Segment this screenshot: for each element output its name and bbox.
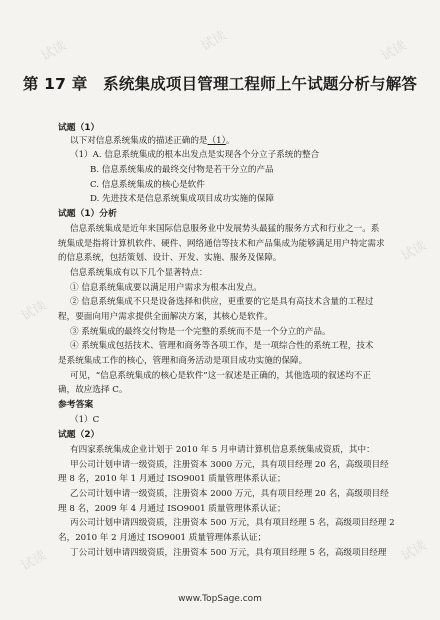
question-1-option-b: B. 信息系统集成的最终交付物是若干分立的产品 bbox=[90, 165, 274, 175]
question-2-heading: 试题（2） bbox=[58, 430, 100, 440]
question-2-line: 理 8 名，2009 年 4 月通过 ISO9001 质量管理体系认证； bbox=[58, 504, 286, 514]
question-2-line: 乙公司计划申请一级资质，注册资本 2000 万元，具有项目经理 20 名，高级项目经 bbox=[70, 489, 389, 499]
answer-value: （1）C bbox=[70, 415, 100, 425]
question-1-heading: 试题（1） bbox=[58, 123, 100, 133]
watermark: 试读 bbox=[198, 28, 230, 55]
analysis-line: 的信息系统，包括策划、设计、开发、实施、服务及保障。 bbox=[58, 253, 282, 263]
analysis-line: 信息系统集成是近年来国际信息服务业中发展势头最猛的服务方式和行业之一。系 bbox=[70, 224, 380, 234]
question-2-line: 丁公司计划申请四级资质，注册资本 500 万元，具有项目经理 5 名，高级项目经理 bbox=[70, 548, 387, 558]
watermark: 试读 bbox=[18, 298, 50, 325]
question-1-option-a: （1）A. 信息系统集成的根本出发点是实现各个分立子系统的整合 bbox=[70, 150, 320, 160]
analysis-line: 可见，“信息系统集成的核心是软件”这一叙述是正确的，其他选项的叙述均不正 bbox=[70, 371, 371, 381]
analysis-line: 统集成是指将计算机软件、硬件、网络通信等技术和产品集成为能够满足用户特定需求 bbox=[58, 239, 385, 249]
analysis-line: ③ 系统集成的最终交付物是一个完整的系统而不是一个分立的产品。 bbox=[70, 327, 331, 337]
analysis-line: 是系统集成工作的核心，管理和商务活动是项目成功实施的保障。 bbox=[58, 356, 308, 366]
question-1-option-c: C. 信息系统集成的核心是软件 bbox=[90, 180, 205, 190]
question-1-stem-end: 。 bbox=[225, 136, 235, 146]
analysis-line: ④ 系统集成包括技术、管理和商务等各项工作，是一项综合性的系统工程，技术 bbox=[70, 341, 374, 351]
analysis-1-heading: 试题（1）分析 bbox=[58, 209, 117, 219]
watermark: 试读 bbox=[18, 548, 50, 575]
answer-heading: 参考答案 bbox=[58, 400, 94, 410]
analysis-line: ② 信息系统集成不只是设备选择和供应，更重要的它是具有高技术含量的工程过 bbox=[70, 297, 374, 307]
question-1-stem bbox=[70, 137, 234, 146]
question-1-option-d: D. 先进技术是信息系统集成项目成功实施的保障 bbox=[90, 194, 274, 204]
watermark: 试读 bbox=[378, 38, 410, 65]
question-1-stem-text: 以下对信息系统集成的描述正确的是 bbox=[70, 136, 208, 146]
watermark: 试读 bbox=[398, 238, 430, 265]
analysis-line: 信息系统集成有以下几个显著特点： bbox=[70, 268, 208, 278]
watermark: 试读 bbox=[38, 38, 70, 65]
analysis-line: ① 信息系统集成要以满足用户需求为根本出发点。 bbox=[70, 283, 262, 293]
question-2-line: 理 8 名，2010 年 1 月通过 ISO9001 质量管理体系认证； bbox=[58, 474, 286, 484]
question-2-line: 名，2010 年 2 月通过 ISO9001 质量管理体系认证； bbox=[58, 533, 267, 543]
analysis-line: 程，要面向用户需求提供全面解决方案，其核心是软件。 bbox=[58, 312, 273, 322]
chapter-title: 第 17 章 系统集成项目管理工程师上午试题分析与解答 bbox=[22, 75, 418, 93]
question-2-line: 有四家系统集成企业计划于 2010 年 5 月申请计算机信息系统集成资质，其中： bbox=[70, 445, 375, 455]
question-1-blank: （1） bbox=[207, 136, 226, 146]
watermark: 试读 bbox=[398, 538, 430, 565]
footer-url: www.TopSage.com bbox=[178, 594, 262, 604]
question-2-line: 甲公司计划申请一级资质，注册资本 3000 万元，具有项目经理 20 名，高级项目经 bbox=[70, 460, 389, 470]
analysis-line: 确，故应选择 C。 bbox=[58, 385, 128, 395]
question-2-line: 丙公司计划申请四级资质，注册资本 500 万元，具有项目经理 5 名，高级项目经理 2 bbox=[70, 518, 395, 528]
